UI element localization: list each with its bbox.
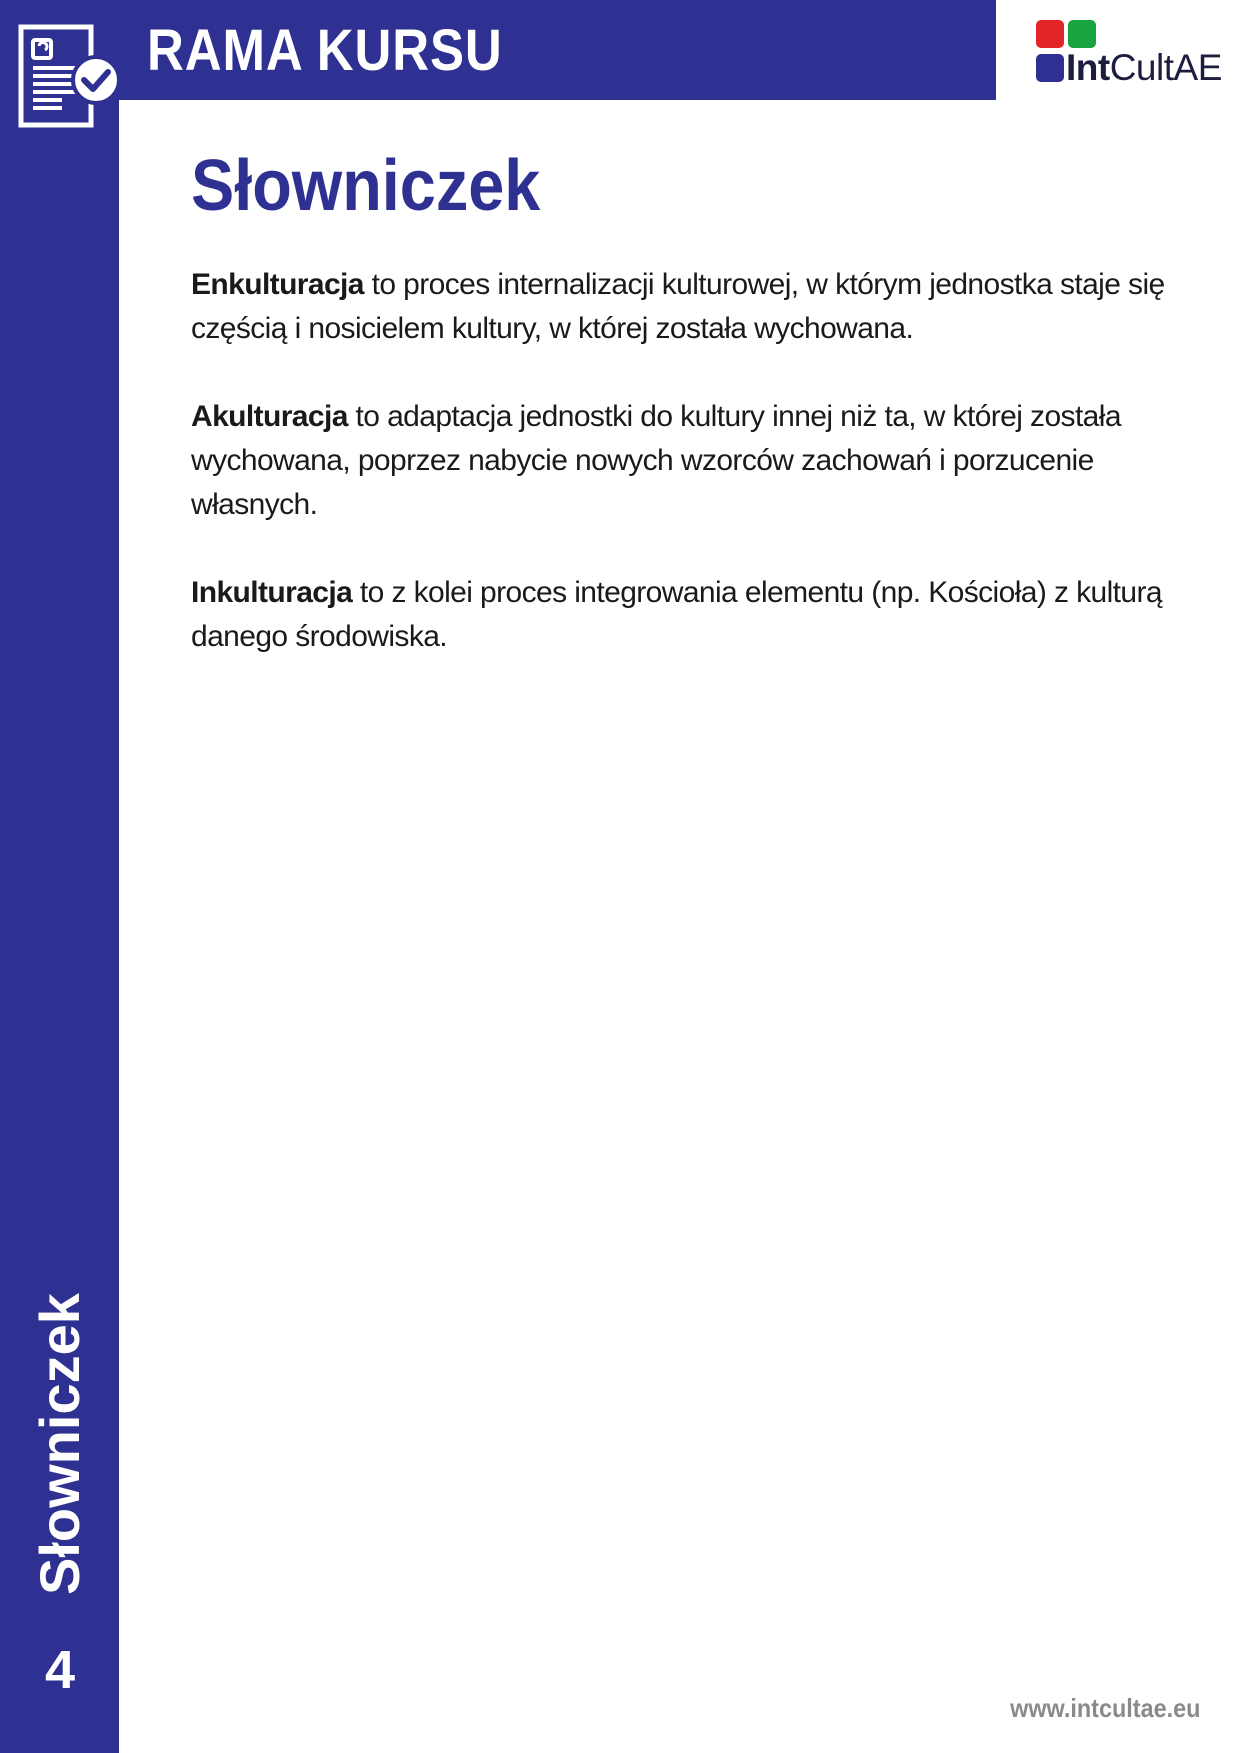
definition-term: Inkulturacja xyxy=(191,576,353,609)
definition-enkulturacja xyxy=(191,263,1201,351)
definition-text: to proces internalizacji kulturowej, w którym jednostka staje się częścią i nosicielem kultury, w której została wychowana. xyxy=(191,268,1165,345)
logo-text-suffix: AE xyxy=(1173,47,1222,88)
definition-text: to adaptacja jednostki do kultury innej niż ta, w której została wychowana, poprzez nabycie nowych wzorców zachowań i porzucenie własnych. xyxy=(191,400,1121,521)
definitions-list xyxy=(191,263,1201,703)
definition-text: to z kolei proces integrowania elementu (np. Kościoła) z kulturą danego środowiska. xyxy=(191,576,1162,653)
document-check-icon xyxy=(18,24,122,132)
footer-url[interactable]: www.intcultae.eu xyxy=(1009,1693,1200,1723)
definition-inkulturacja xyxy=(191,571,1201,659)
sidebar-section-label: Słowniczek xyxy=(28,1293,91,1595)
logo-red-face-icon xyxy=(1036,20,1064,48)
header-title: RAMA KURSU xyxy=(147,18,503,83)
logo-green-face-icon xyxy=(1068,20,1096,48)
definition-term: Enkulturacja xyxy=(191,268,364,301)
page-title: Słowniczek xyxy=(191,146,541,226)
logo-navy-face-icon xyxy=(1036,54,1064,82)
intcultae-logo xyxy=(1036,20,1222,90)
definition-term: Akulturacja xyxy=(191,400,348,433)
logo-text-bold: Int xyxy=(1066,47,1110,88)
page-number: 4 xyxy=(44,1640,76,1700)
definition-akulturacja xyxy=(191,395,1201,527)
logo-text-light: Cult xyxy=(1109,47,1174,88)
logo-text xyxy=(1066,46,1222,90)
